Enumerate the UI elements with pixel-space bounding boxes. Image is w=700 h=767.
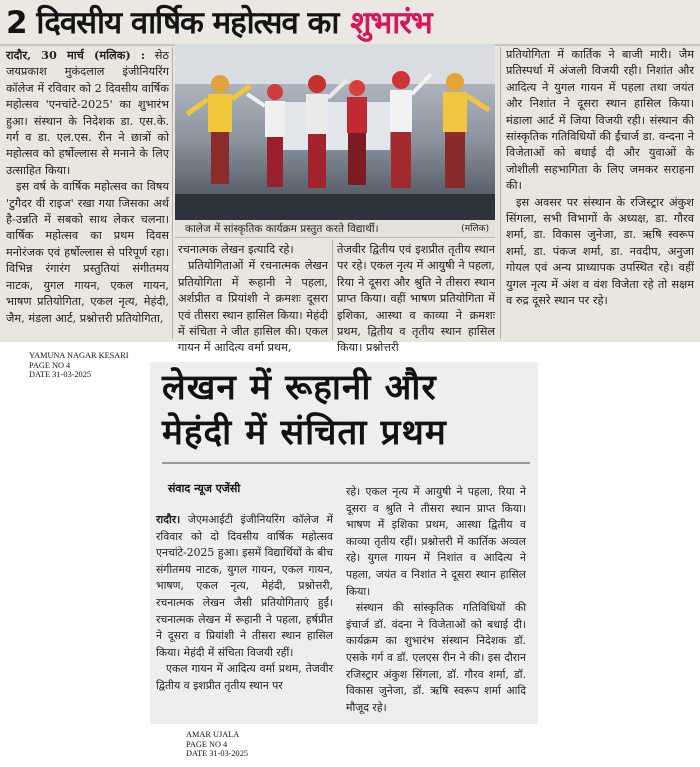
clipping-amar-ujala [150, 362, 538, 724]
headline-1-accent: शुभारंभ [350, 5, 432, 41]
headline-2-line-1: लेखन में रूहानी और [162, 368, 437, 408]
article-1-col-3 [337, 242, 495, 355]
article-2-para-3: रहे। एकल नृत्य में आयुषी ने पहला, रिया ने दूसरा व श्रुति ने तीसरा स्थान प्राप्त किया। भाषण में इशिका प्रथम, आस्था द्वितीय व काव्या तृतीय रहीं। प्रश्नोत्तरी में कार्तिक अव्वल रहे। युगल गायन में निशांत व आदित्य ने पहला, जयंत व निशांत ने दूसरा स्थान हासिल किया। [346, 485, 526, 598]
article-1-col-4-para-2: इस अवसर पर संस्थान के रजिस्ट्रार अंकुश सिंगला, सभी विभागों के अध्यक्ष, डा. गौरव शर्मा, डा. विकास जुनेजा, डा. ऋषि स्वरूप शर्मा, डा. पंकज शर्मा, डा. नवदीप, अनुजा गोयल एवं अन्य प्राध्यापक उपस्थित रहे। वहीं युगल नृत्य में अंश व वंश विजेता रहे तो सक्षम व रुद्र दूसरे स्थान पर रहे। [506, 195, 694, 308]
article-2-para-4: संस्थान की सांस्कृतिक गतिविधियों की इंचार्ज डॉ. वंदना ने विजेताओं को बधाई दी। कार्यक्रम का शुभारंभ संस्थान निदेशक डॉ. एसके गर्ग व डॉ. एलएस रीन ने की। इस दौरान रजिस्ट्रार अंकुश सिंगला, डॉ. गौरव शर्मा, डॉ. विकास जुनेजा, डॉ. ऋषि स्वरूप शर्मा आदि मौजूद रहे। [346, 601, 526, 714]
article-2-para-1: जेएमआईटी इंजीनियरिंग कॉलेज में रविवार को दो दिवसीय वार्षिक महोत्सव एनचांटे-2025 हुआ। इसमें विद्यार्थियों के बीच संगीतमय नाटक, युगल गायन, एकल गायन, भाषण, एकल नृत्य, मेहंदी, प्रश्नोत्तरी, रचनात्मक लेखन जैसी प्रतियोगिताएं हुईं। रचनात्मक लेखन में रूहानी ने पहला, हर्षप्रीत ने दूसरा व प्रियांशी ने तीसरा स्थान हासिल किया। मेहंदी में संचिता विजयी रहीं। [156, 513, 333, 659]
headline-1-main: 2 दिवसीय वार्षिक महोत्सव का [6, 5, 339, 41]
news-photo [175, 44, 495, 220]
dateline-2: रादौर। [156, 513, 181, 526]
article-1-col-1 [6, 47, 169, 340]
column-rule-2 [332, 240, 333, 340]
source-label-2 [186, 730, 248, 759]
source-label-2-date: DATE 31-03-2025 [186, 749, 248, 759]
headline-2-rule [162, 462, 530, 464]
article-1-para-1: सेठ जयप्रकाश मुकंदलाल इंजीनियरिंग कॉलेज में रविवार को 2 दिवसीय वार्षिक महोत्सव 'एनचांटे-2025' का शुभारंभ हुआ। संस्थान के निदेशक डा. एस.के. गर्ग व डा. एल.एस. रीन ने छात्रों को महोत्सव को हर्षोल्लास से मनाने के लिए उत्साहित किया। [6, 49, 169, 177]
article-2-col-a [156, 512, 333, 720]
byline: संवाद न्यूज एजेंसी [168, 482, 241, 495]
article-1-col-4 [506, 47, 694, 340]
article-1-col-2-text: रचनात्मक लेखन इत्यादि रहे। [178, 243, 294, 256]
column-rule-1 [172, 47, 173, 339]
headline-1 [0, 0, 700, 44]
article-1-col-3-text: तेजवीर द्वितीय एवं इशप्रीत तृतीय स्थान पर रहे। एकल नृत्य में आयुषी ने पहला, रिया ने दूसरा और श्रुति ने तीसरा स्थान प्राप्त किया। वहीं भाषण प्रतियोगिता में इशिका, आस्था व काव्या ने क्रमशः प्रथम, द्वितीय व तृतीय स्थान हासिल किया। प्रश्नोत्तरी [337, 243, 495, 355]
dateline-1: रादौर, 30 मार्च (मलिक) : [6, 48, 145, 62]
photo-caption-text: कालेज में सांस्कृतिक कार्यक्रम प्रस्तुत करते विद्यार्थी। [185, 223, 379, 235]
article-2-col-b [346, 484, 526, 720]
column-rule-3 [500, 47, 501, 339]
dancers-image [175, 44, 495, 220]
article-2-para-2: एकल गायन में आदित्य वर्मा प्रथम, तेजवीर द्वितीय व इशप्रीत तृतीय स्थान पर [156, 662, 333, 692]
source-label-2-paper: AMAR UJALA [186, 730, 240, 739]
article-1-col-2 [178, 242, 328, 355]
article-1-para-2: इस वर्ष के वार्षिक महोत्सव का विषय 'टुगैदर वी राइज' रखा गया जिसका अर्थ है-उन्नति में सबको साथ लेकर चलना। वार्षिक महोत्सव का प्रथम दिवस मनोरंजक एवं हर्षोल्लास से परिपूर्ण रहा। विभिन्न रंगारंग प्रस्तुतियां संगीतमय नाटक, युगल गायन, एकल गायन, भाषण प्रतियोगिता, एकल नृत्य, मेहंदी, जैम, मंडला आर्ट, प्रश्नोत्तरी प्रतियोगिता, [6, 180, 169, 325]
clipping-yamuna-nagar-kesari [0, 0, 700, 355]
source-label-1-page: PAGE NO 4 [29, 360, 71, 370]
source-label-1-paper: YAMUNA NAGAR KESARI [29, 351, 129, 360]
article-1-col-4-para-1: प्रतियोगिता में कार्तिक ने बाजी मारी। जैम प्रतिस्पर्धा में अंजली विजयी रही। निशांत और आदित्य ने युगल गायन में पहला तथा जयंत और निशांत ने दूसरा स्थान हासिल किया। मंडाला आर्ट में जिया विजयी रही। संस्थान की सांस्कृतिक गतिविधियों की ईंचार्ज डा. वन्दना ने विजेताओं को बधाई दी और युवाओं के जोशीली सहभागिता के लिए जमकर सराहना की। [506, 48, 694, 193]
headline-2 [162, 366, 532, 456]
source-label-1 [29, 351, 129, 380]
source-label-2-page: PAGE NO 4 [186, 739, 228, 749]
photo-credit: (मलिक) [461, 224, 489, 234]
headline-2-line-2: मेहंदी में संचिता प्रथम [162, 413, 447, 453]
photo-caption [175, 221, 495, 238]
source-label-1-date: DATE 31-03-2025 [29, 370, 91, 380]
article-1-col-2-para-2: प्रतियोगिताओं में रचनात्मक लेखन प्रतियोगिता में रूहानी ने पहला, अर्शप्रीत व प्रियांशी ने क्रमशः दूसरा एवं तीसरा स्थान हासिल किया। मेहंदी में संचिता ने जीत हासिल की। एकल गायन में आदित्य वर्मा प्रथम, [178, 259, 328, 355]
